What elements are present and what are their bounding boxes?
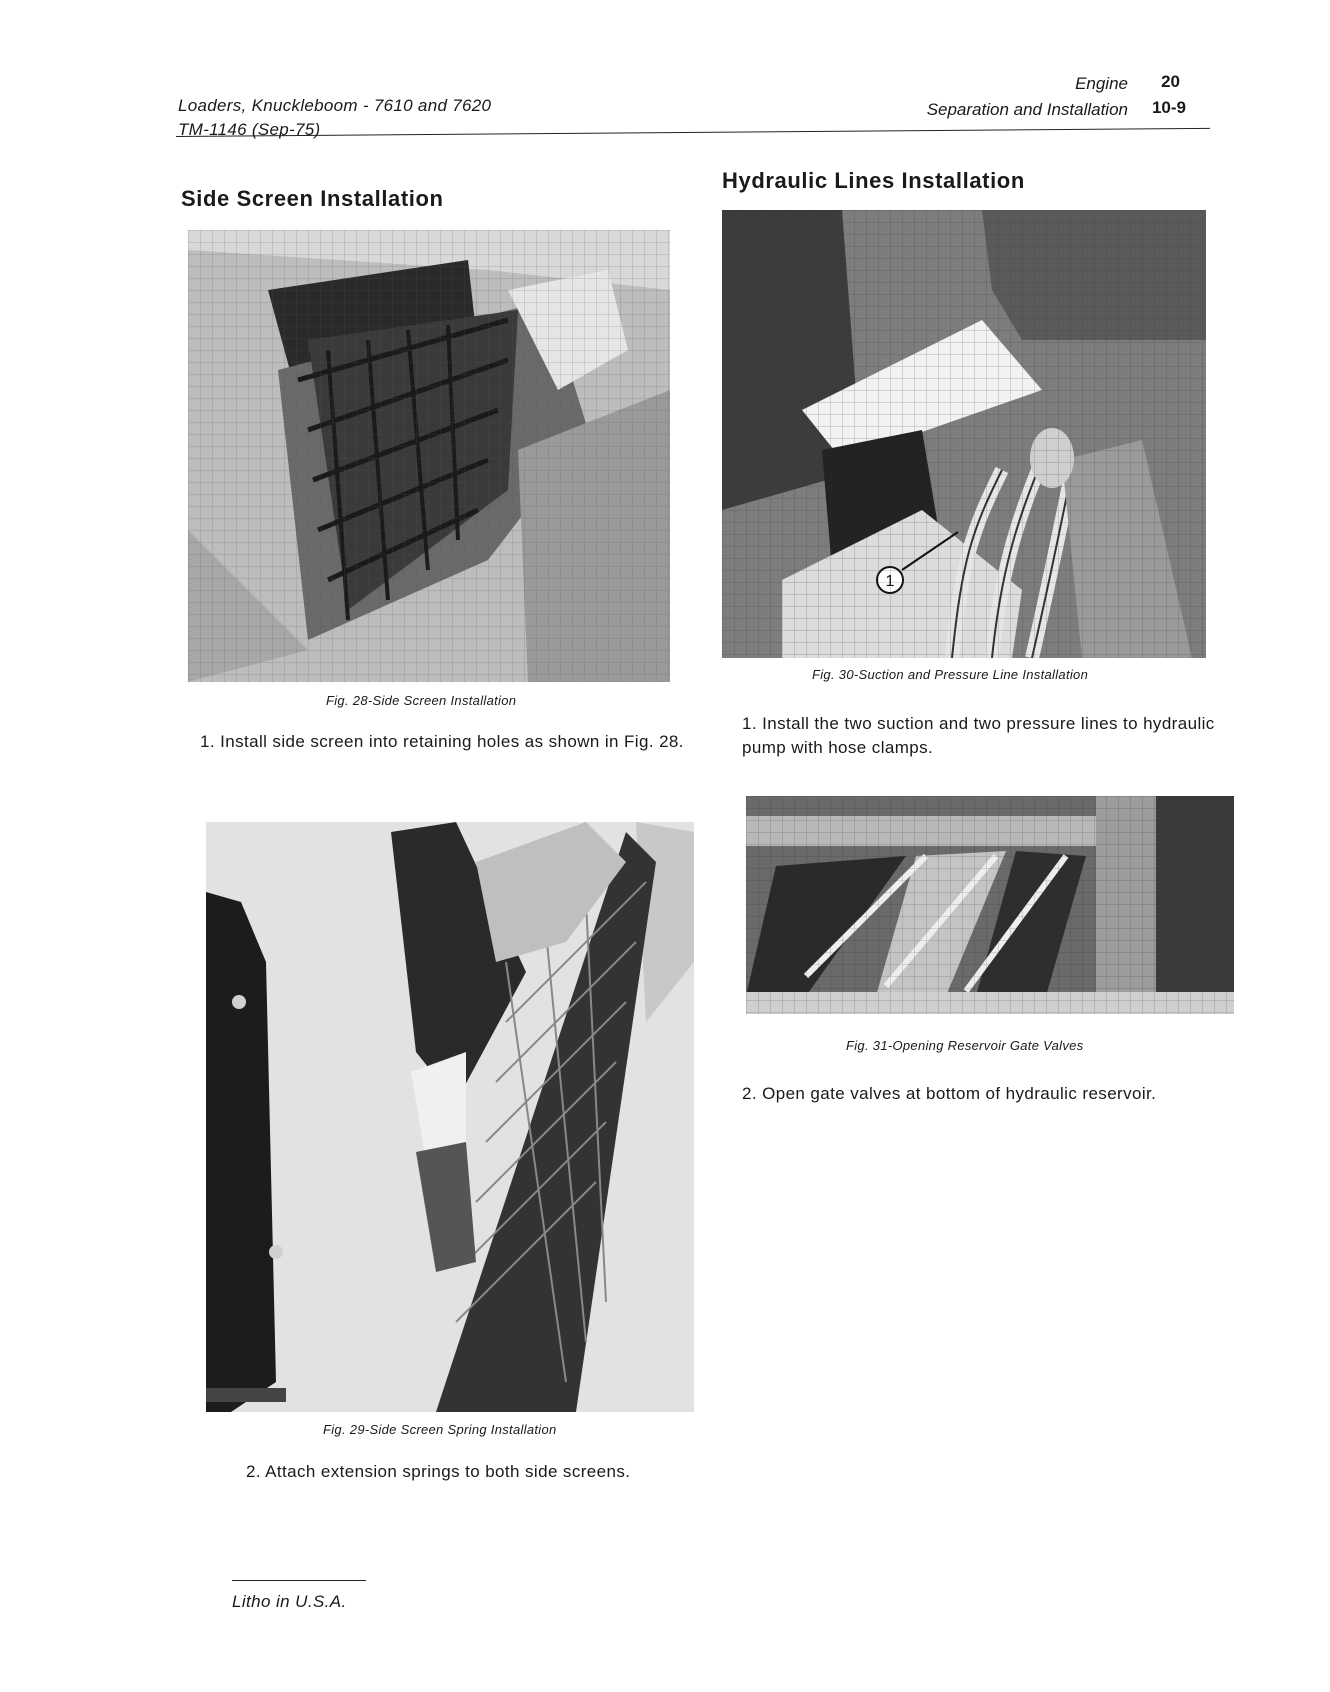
hydraulic-step2: 2. Open gate valves at bottom of hydraulic reservoir. [742, 1084, 1157, 1103]
fig31-photo [746, 796, 1234, 1014]
fig28-photo [188, 230, 670, 682]
fig31-caption: Fig. 31-Opening Reservoir Gate Valves [846, 1038, 1084, 1053]
manual-title-line1: Loaders, Knuckleboom - 7610 and 7620 [178, 96, 492, 115]
fig29-photo [206, 822, 694, 1412]
page-number: 10-9 [1151, 98, 1186, 117]
side-screen-step1: 1. Install side screen into retaining holes as shown in Fig. 28. [200, 732, 684, 751]
fig29-caption: Fig. 29-Side Screen Spring Installation [323, 1422, 557, 1437]
side-screen-step2: 2. Attach extension springs to both side screens. [246, 1462, 631, 1481]
side-screen-heading: Side Screen Installation [181, 186, 444, 211]
group-number: 20 [1161, 72, 1180, 91]
footer-rule [232, 1580, 366, 1581]
section-name: Engine [1075, 74, 1128, 93]
hydraulic-step1: 1. Install the two suction and two pressure lines to hydraulic pump with hose clamps. [742, 714, 1215, 757]
manual-title-line2: TM-1146 (Sep-75) [178, 120, 321, 139]
footer-text: Litho in U.S.A. [232, 1592, 347, 1611]
fig28-caption: Fig. 28-Side Screen Installation [326, 693, 517, 708]
fig30-caption: Fig. 30-Suction and Pressure Line Installation [812, 667, 1089, 682]
fig30-photo [722, 210, 1206, 658]
hydraulic-lines-heading: Hydraulic Lines Installation [722, 168, 1025, 193]
subsection-name: Separation and Installation [926, 100, 1128, 119]
